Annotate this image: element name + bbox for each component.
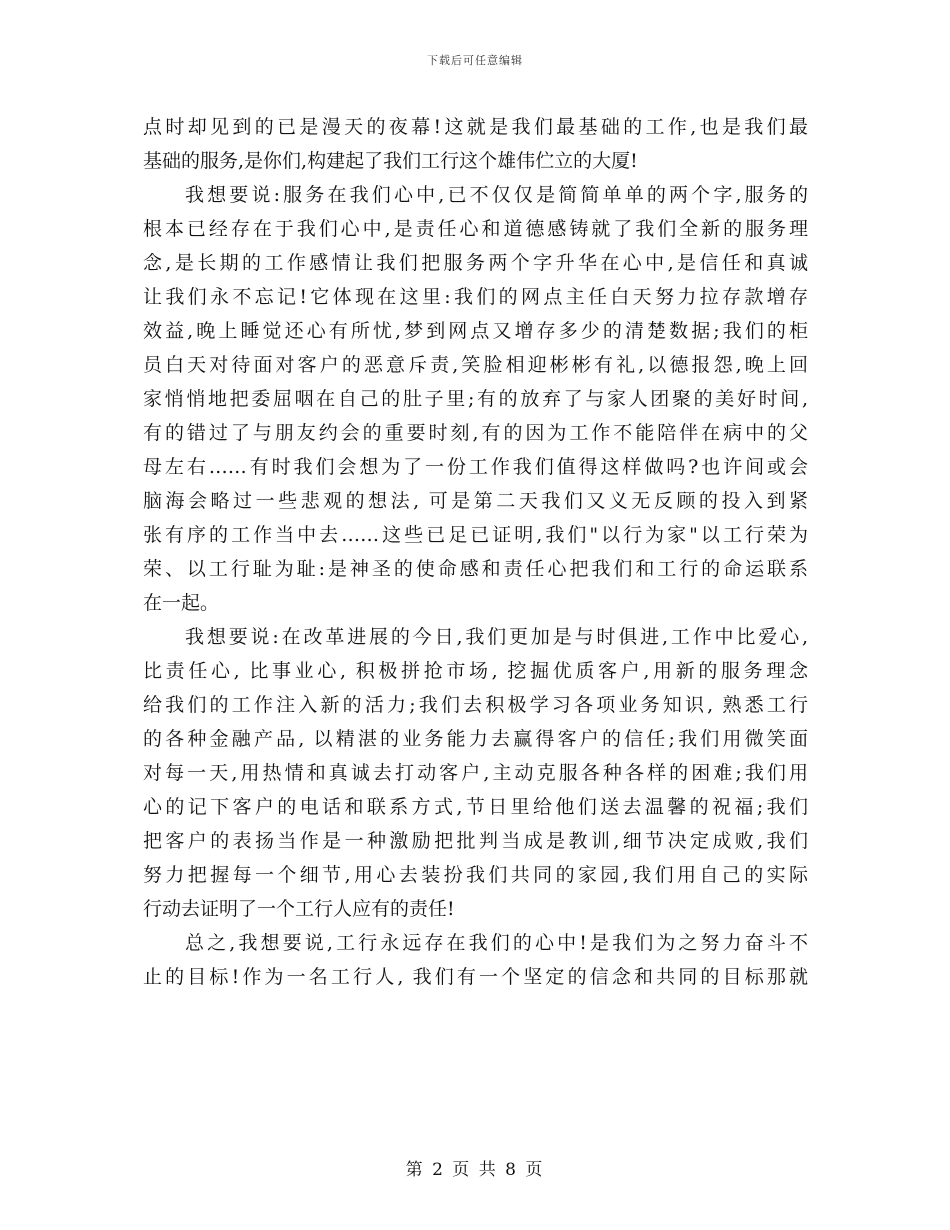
page-number-footer: 第 2 页 共 8 页 [405, 1160, 545, 1180]
text-line: 张有序的工作当中去……这些已足已证明,我们"以行为家"以工行荣为 [143, 524, 808, 546]
text-line: 点时却见到的已是漫天的夜幕!这就是我们最基础的工作,也是我们最 [143, 116, 808, 138]
text-line: 母左右……有时我们会想为了一份工作我们值得这样做吗?也许间或会 [143, 456, 808, 478]
text-line: 脑海会略过一些悲观的想法, 可是第二天我们又义无反顾的投入到紧 [143, 490, 808, 512]
text-line: 止的目标!作为一名工行人, 我们有一个坚定的信念和共同的目标那就 [143, 966, 808, 988]
text-line: 效益,晚上睡觉还心有所忧,梦到网点又增存多少的清楚数据;我们的柜 [143, 320, 808, 342]
text-line: 把客户的表扬当作是一种激励把批判当成是教训,细节决定成败,我们 [143, 830, 808, 852]
text-line: 荣、以工行耻为耻:是神圣的使命感和责任心把我们和工行的命运联系 [143, 558, 808, 580]
text-line: 心的记下客户的电话和联系方式,节日里给他们送去温馨的祝福;我们 [143, 796, 808, 818]
text-line: 基础的服务,是你们,构建起了我们工行这个雄伟伫立的大厦! [143, 150, 638, 172]
page-header-note: 下载后可任意编辑 [427, 54, 523, 67]
text-line: 对每一天,用热情和真诚去打动客户,主动克服各种各样的困难;我们用 [143, 762, 808, 784]
text-line: 员白天对待面对客户的恶意斥责,笑脸相迎彬彬有礼,以德报怨,晚上回 [143, 354, 808, 376]
text-line: 根本已经存在于我们心中,是责任心和道德感铸就了我们全新的服务理 [143, 218, 808, 240]
text-line: 比责任心, 比事业心, 积极拼抢市场, 挖掘优质客户,用新的服务理念 [143, 660, 808, 682]
text-line: 念,是长期的工作感情让我们把服务两个字升华在心中,是信任和真诚 [143, 252, 808, 274]
document-body [143, 110, 808, 994]
paragraph-start-line: 我想要说:在改革进展的今日,我们更加是与时俱进,工作中比爱心, [185, 626, 808, 648]
text-line: 家悄悄地把委屈咽在自己的肚子里;有的放弃了与家人团聚的美好时间, [143, 388, 808, 410]
text-line: 有的错过了与朋友约会的重要时刻,有的因为工作不能陪伴在病中的父 [143, 422, 808, 444]
text-line: 的各种金融产品, 以精湛的业务能力去赢得客户的信任;我们用微笑面 [143, 728, 808, 750]
text-line: 给我们的工作注入新的活力;我们去积极学习各项业务知识, 熟悉工行 [143, 694, 808, 716]
paragraph-start-line: 总之,我想要说,工行永远存在我们的心中!是我们为之努力奋斗不 [185, 932, 808, 954]
text-line: 行动去证明了一个工行人应有的责任! [143, 898, 455, 920]
text-line: 在一起。 [143, 592, 220, 614]
text-line: 让我们永不忘记!它体现在这里:我们的网点主任白天努力拉存款增存 [143, 286, 808, 308]
paragraph-start-line: 我想要说:服务在我们心中,已不仅仅是简简单单的两个字,服务的 [185, 184, 808, 206]
text-line: 努力把握每一个细节,用心去装扮我们共同的家园,我们用自己的实际 [143, 864, 808, 886]
